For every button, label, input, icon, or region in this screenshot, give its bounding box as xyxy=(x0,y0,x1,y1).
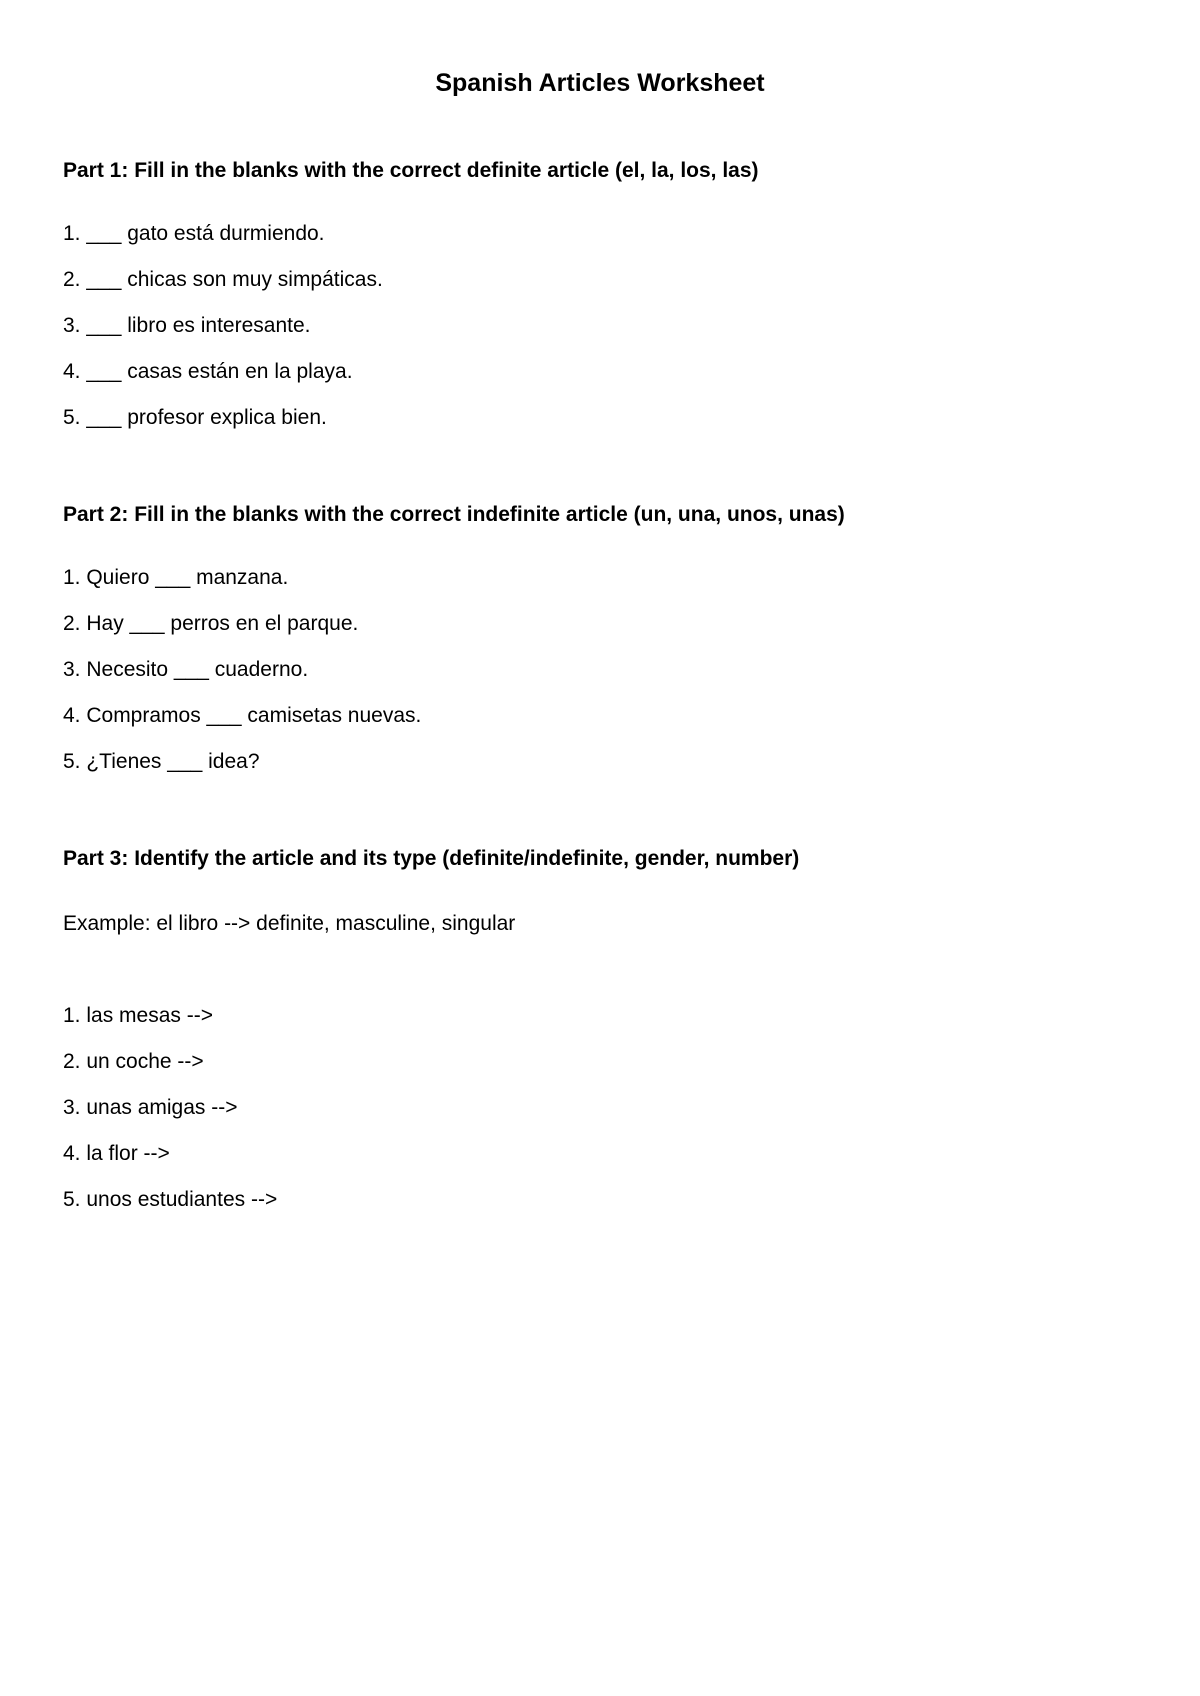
part2-item: 1. Quiero ___ manzana. xyxy=(63,566,289,589)
part2-item: 3. Necesito ___ cuaderno. xyxy=(63,658,309,681)
part3-item: 3. unas amigas --> xyxy=(63,1096,238,1119)
part1-item: 2. ___ chicas son muy simpáticas. xyxy=(63,268,383,291)
part3-item: 5. unos estudiantes --> xyxy=(63,1188,278,1211)
part3-item: 4. la flor --> xyxy=(63,1142,170,1165)
part1-item: 5. ___ profesor explica bien. xyxy=(63,406,327,429)
part3-heading: Part 3: Identify the article and its type (definite/indefinite, gender, number) xyxy=(63,847,800,870)
part1-item: 3. ___ libro es interesante. xyxy=(63,314,311,337)
part1-heading: Part 1: Fill in the blanks with the correct definite article (el, la, los, las) xyxy=(63,159,759,182)
part1-item: 1. ___ gato está durmiendo. xyxy=(63,222,325,245)
part2-item: 2. Hay ___ perros en el parque. xyxy=(63,612,359,635)
part3-item: 2. un coche --> xyxy=(63,1050,204,1073)
part3-example: Example: el libro --> definite, masculine, singular xyxy=(63,912,516,935)
part3-item: 1. las mesas --> xyxy=(63,1004,213,1027)
part2-item: 5. ¿Tienes ___ idea? xyxy=(63,750,260,773)
part2-item: 4. Compramos ___ camisetas nuevas. xyxy=(63,704,422,727)
part2-heading: Part 2: Fill in the blanks with the correct indefinite article (un, una, unos, unas) xyxy=(63,503,845,526)
part1-item: 4. ___ casas están en la playa. xyxy=(63,360,353,383)
page-title: Spanish Articles Worksheet xyxy=(435,69,765,97)
